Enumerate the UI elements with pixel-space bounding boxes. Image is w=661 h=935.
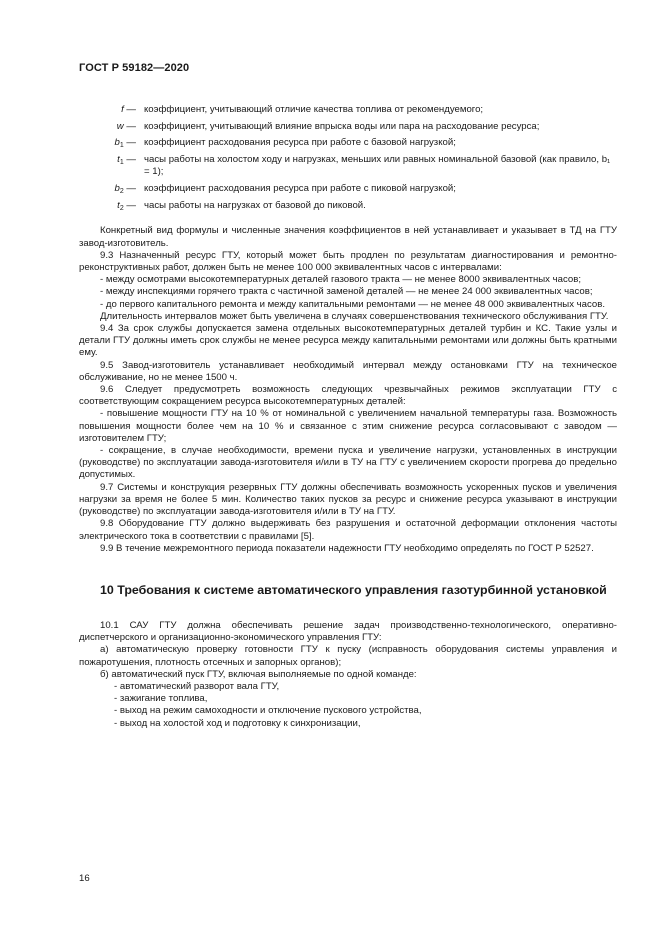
list-item: - сокращение, в случае необходимости, времени пуска и увеличение нагрузки, установленных в инструкции (руководстве) по эксплуатации завода-изготовителя и/или в ТУ на ГТУ с увеличением скорости прогрева до предельно допустимых.	[79, 445, 617, 481]
paragraph-10-1: 10.1 САУ ГТУ должна обеспечивать решение задач производственно-технологического, оперативно-диспетчерского и организационно-экономического управления ГТУ:	[79, 619, 617, 644]
list-item: - между осмотрами высокотемпературных деталей газового тракта — не менее 8000 эквивалентных часов;	[100, 274, 581, 286]
paragraph-9-5: 9.5 Завод-изготовитель устанавливает необходимый интервал между остановками ГТУ на техническое обслуживание, но не менее 1500 ч.	[79, 359, 617, 383]
variable-symbol: $b_1$ —	[114, 137, 136, 150]
variable-definition	[79, 137, 617, 149]
section-heading: 10 Требования к системе автоматического управления газотурбинной установкой	[100, 582, 607, 597]
list-item: - между инспекциями горячего тракта с частичной заменой деталей — не менее 24 000 эквивалентных часов;	[100, 286, 593, 298]
paragraph-9-8: 9.8 Оборудование ГТУ должно выдерживать без разрушения и остаточной деформации отклонения частоты электрического тока в соответствии с правилами [5].	[79, 518, 617, 542]
variable-text: коэффициент, учитывающий влияние впрыска воды или пара на расходование ресурса;	[144, 120, 540, 132]
sub-list-item: - выход на холостой ход и подготовку к синхронизации,	[114, 717, 361, 729]
paragraph-9-3: 9.3 Назначенный ресурс ГТУ, который может быть продлен по результатам диагностирования и ремонтно-реконструктивных работ, должен быть не менее 100 000 эквивалентных часов с интервалами:	[79, 249, 617, 274]
list-item-a: а) автоматическую проверку готовности ГТУ к пуску (исправность оборудования системы управления и пожаротушения, плотность отсечных и запорных органов);	[79, 644, 617, 668]
standard-code: ГОСТ Р 59182—2020	[79, 62, 190, 74]
variable-symbol: $t_1$ —	[117, 154, 136, 167]
variable-definition	[79, 183, 617, 195]
paragraph-9-4: 9.4 За срок службы допускается замена отдельных высокотемпературных деталей турбин и КС. Такие узлы и детали ГТУ должны иметь срок службы не менее ресурса между капитальными ремонтами или должны быть кратными ему.	[79, 323, 617, 359]
variable-symbol: w —	[116, 120, 136, 132]
variable-symbol: $t_2$ —	[117, 199, 136, 212]
variable-definition	[79, 200, 617, 212]
page-number: 16	[79, 873, 90, 884]
page-content	[79, 104, 617, 730]
variable-symbol: f —	[121, 104, 136, 115]
paragraph-9-7: 9.7 Системы и конструкция резервных ГТУ должны обеспечивать возможность ускоренных пусков и увеличения нагрузки за время не более 5 мин. Количество таких пусков за ресурс и снижение ресурса указывают в инструкции (руководстве) по эксплуатации завода-изготовителя и/или в ТУ на ГТУ.	[79, 481, 617, 518]
sub-list-item: - автоматический разворот вала ГТУ,	[114, 680, 280, 692]
sub-list-item: - выход на режим самоходности и отключение пускового устройства,	[114, 705, 422, 717]
variable-symbol: $b_2$ —	[114, 183, 136, 196]
paragraph-9-9: 9.9 В течение межремонтного периода показатели надежности ГТУ необходимо определять по ГОСТ Р 52527.	[100, 542, 594, 554]
list-item-b: б) автоматический пуск ГТУ, включая выполняемые по одной команде:	[100, 668, 417, 680]
variable-text: коэффициент расходования ресурса при работе с базовой нагрузкой;	[144, 137, 456, 149]
variable-text: коэффициент расходования ресурса при работе с пиковой нагрузкой;	[144, 183, 456, 195]
list-item: - до первого капитального ремонта и между капитальными ремонтами — не менее 48 000 эквивалентных часов.	[100, 298, 605, 310]
sub-list-item: - зажигание топлива,	[114, 693, 208, 705]
variable-text: часы работы на нагрузках от базовой до пиковой.	[144, 199, 366, 211]
variable-text: часы работы на холостом ходу и нагрузках, меньших или равных номинальной базовой (как правило, b₁ = 1);	[144, 154, 611, 178]
variable-definition	[79, 121, 617, 133]
variable-definition	[79, 154, 617, 178]
paragraph-interval: Длительность интервалов может быть увеличена в случаях совершенствования технического обслуживания ГТУ.	[100, 310, 609, 322]
paragraph-formula: Конкретный вид формулы и численные значения коэффициентов в ней устанавливает и указывает в ТД на ГТУ завод-изготовитель.	[79, 225, 617, 249]
variable-text: коэффициент, учитывающий отличие качества топлива от рекомендуемого;	[144, 104, 484, 115]
list-item: - повышение мощности ГТУ на 10 % от номинальной с увеличением начальной температуры газа. Возможность повышения мощности более чем на 10 % и связанное с этим снижение ресурса согласовывают с заводом — изготовителем ГТУ;	[79, 408, 617, 444]
variable-definition	[79, 104, 617, 116]
paragraph-9-6: 9.6 Следует предусмотреть возможность следующих чрезвычайных режимов эксплуатации ГТУ с соответствующим сокращением ресурса высокотемпературных деталей:	[79, 384, 617, 408]
